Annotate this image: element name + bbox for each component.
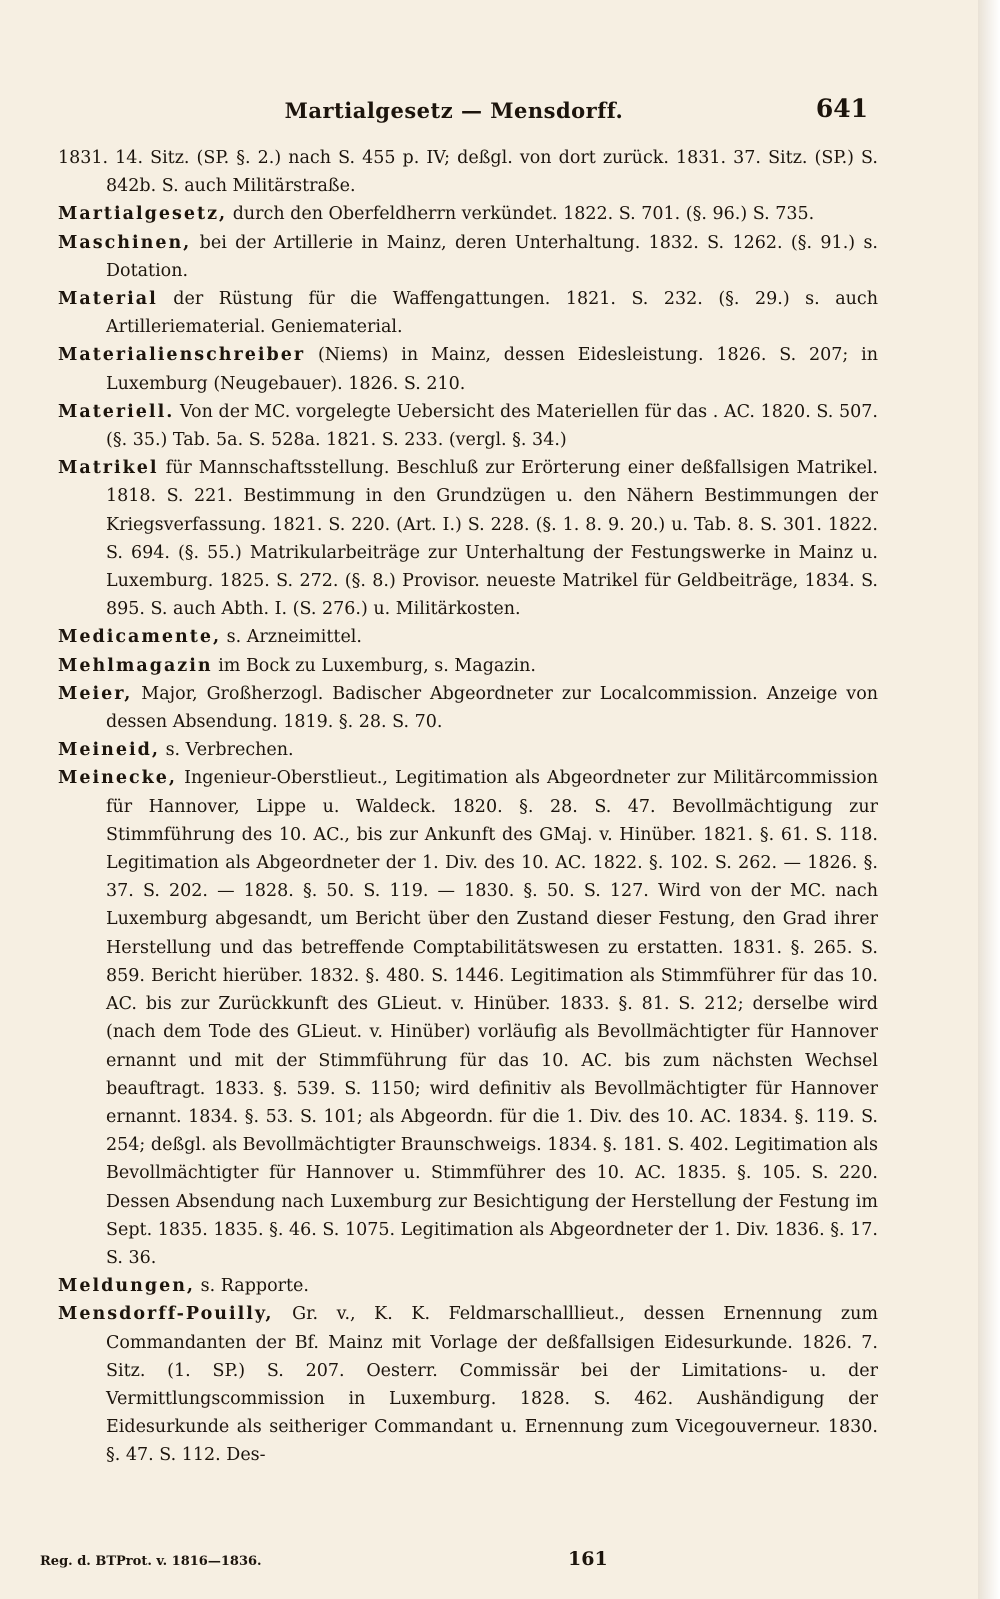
index-entry: [58, 285, 878, 341]
index-entry: [58, 200, 878, 228]
entry-headword: Mensdorff-Pouilly,: [58, 1304, 274, 1325]
entry-text: Major, Großherzogl. Badischer Abgeordneter zur Localcommission. Anzeige von dessen Absendung. 1819. §. 28. S. 70.: [106, 683, 878, 733]
entry-text: Von der MC. vorgelegte Uebersicht des Materiellen für das . AC. 1820. S. 507. (§. 35.) Tab. 5a. S. 528a. 1821. S. 233. (vergl. §. 34.): [106, 401, 878, 451]
index-entry: [58, 1300, 878, 1469]
entry-text: (Niems) in Mainz, dessen Eidesleistung. 1826. S. 207; in Luxemburg (Neugebauer). 1826. S. 210.: [106, 345, 878, 394]
running-head: [40, 88, 868, 132]
index-entry: [58, 652, 878, 680]
index-entry: [58, 341, 878, 397]
index-entry: [58, 1272, 878, 1300]
entry-text: Ingenieur-Oberstlieut., Legitimation als Abgeordneter zur Militärcommission für Hannover, Lippe u. Waldeck. 1820. §. 28. S. 47. Bevollmächtigung zur Stimmführung des 10. AC., bis zur Ankunft des GMaj. v. Hinüber. 1821. §. 61. S. 118. Legitimation als Abgeordneter der 1. Div. des 10. AC. 1822. §. 102. S. 262. — 1826. §. 37. S. 202. — 1828. §. 50. S. 119. — 1830. §. 50. S. 127. Wird von der MC. nach Luxemburg abgesandt, um Bericht über den Zustand dieser Festung, den Grad ihrer Herstellung und das betreffende Comptabilitätswesen zu erstatten. 1831. §. 265. S. 859. Bericht hierüber. 1832. §. 480. S. 1446. Legitimation als Stimmführer für das 10. AC. bis zur Zurückkunft des GLieut. v. Hinüber. 1833. §. 81. S. 212; derselbe wird (nach dem Tode des GLieut. v. Hinüber) vorläufig als Bevollmächtigter für Hannover ernannt und mit der Stimmführung für das 10. AC. bis zum nächsten Wechsel beauftragt. 1833. §. 539. S. 1150; wird definitiv als Bevollmächtigter für Hannover ernannt. 1834. §. 53. S. 101; als Abgeordn. für die 1. Div. des 10. AC. 1834. §. 119. S. 254; deßgl. als Bevollmächtigter Braunschweigs. 1834. §. 181. S. 402. Legitimation als Bevollmächtigter für Hannover u. Stimmführer des 10. AC. 1835. §. 105. S. 220. Dessen Absendung nach Luxemburg zur Besichtigung der Herstellung der Festung im Sept. 1835. 1835. §. 46. S. 1075. Legitimation als Abgeordneter der 1. Div. 1836. §. 17. S. 36.: [106, 768, 878, 1268]
entry-headword: Maschinen,: [58, 232, 192, 253]
index-entry: [58, 454, 878, 623]
entry-text: bei der Artillerie in Mainz, deren Unterhaltung. 1832. S. 1262. (§. 91.) s. Dotation.: [106, 232, 878, 281]
entry-headword: Meineid,: [58, 740, 160, 761]
index-entry: [58, 229, 878, 285]
entry-headword: Meldungen,: [58, 1276, 196, 1297]
entry-text: durch den Oberfeldherrn verkündet. 1822. S. 701. (§. 96.) S. 735.: [227, 204, 815, 225]
index-entry: [58, 144, 878, 200]
entry-headword: Medicamente,: [58, 627, 222, 648]
running-title: Martialgesetz — Mensdorff.: [284, 98, 624, 123]
entry-headword: Martialgesetz,: [58, 204, 228, 225]
entry-headword: Meinecke,: [58, 768, 178, 789]
entry-headword: Material: [58, 289, 158, 310]
index-entry: [58, 623, 878, 651]
entry-text: s. Arzneimittel.: [221, 627, 362, 648]
page-edge: [978, 0, 1000, 1599]
index-body: [58, 144, 878, 1470]
page-footer: [40, 1548, 840, 1578]
sheet-number: 161: [568, 1548, 608, 1570]
entry-text: im Bock zu Luxemburg, s. Magazin.: [212, 655, 536, 676]
index-entry: [58, 398, 878, 454]
index-entry: [58, 736, 878, 764]
entry-headword: Materiell.: [58, 401, 175, 422]
entry-text: der Rüstung für die Waffengattungen. 1821. S. 232. (§. 29.) s. auch Artilleriematerial. Geniematerial.: [106, 289, 878, 338]
entry-text: s. Rapporte.: [195, 1276, 309, 1297]
index-entry: [58, 764, 878, 1272]
entry-text: Gr. v., K. K. Feldmarschalllieut., dessen Ernennung zum Commandanten der Bf. Mainz mit Vorlage der deßfallsigen Eidesurkunde. 1826. 7. Sitz. (1. SP.) S. 207. Oesterr. Commissär bei der Limitations- u. der Vermittlungscommission in Luxemburg. 1828. S. 462. Aushändigung der Eidesurkunde als seitheriger Commandant u. Ernennung zum Vicegouverneur. 1830. §. 47. S. 112. Des-: [106, 1304, 878, 1466]
entry-headword: Materialienschreiber: [58, 345, 306, 366]
entry-headword: Matrikel: [58, 458, 159, 479]
signature-mark: Reg. d. BTProt. v. 1816—1836.: [40, 1554, 262, 1569]
page-number: 641: [815, 94, 868, 123]
entry-text: s. Verbrechen.: [160, 740, 294, 761]
entry-text: 1831. 14. Sitz. (SP. §. 2.) nach S. 455 p. IV; deßgl. von dort zurück. 1831. 37. Sitz. (SP.) S. 842b. S. auch Militärstraße.: [58, 148, 878, 197]
entry-text: für Mannschaftsstellung. Beschluß zur Erörterung einer deßfallsigen Matrikel. 1818. S. 221. Bestimmung in den Grundzügen u. den Nähern Bestimmungen der Kriegsverfassung. 1821. S. 220. (Art. I.) S. 228. (§. 1. 8. 9. 20.) u. Tab. 8. S. 301. 1822. S. 694. (§. 55.) Matrikularbeiträge zur Unterhaltung der Festungswerke in Mainz u. Luxemburg. 1825. S. 272. (§. 8.) Provisor. neueste Matrikel für Geldbeiträge, 1834. S. 895. S. auch Abth. I. (S. 276.) u. Militärkosten.: [106, 458, 878, 620]
index-entry: [58, 680, 878, 736]
entry-headword: Mehlmagazin: [58, 655, 213, 676]
entry-headword: Meier,: [58, 683, 133, 704]
